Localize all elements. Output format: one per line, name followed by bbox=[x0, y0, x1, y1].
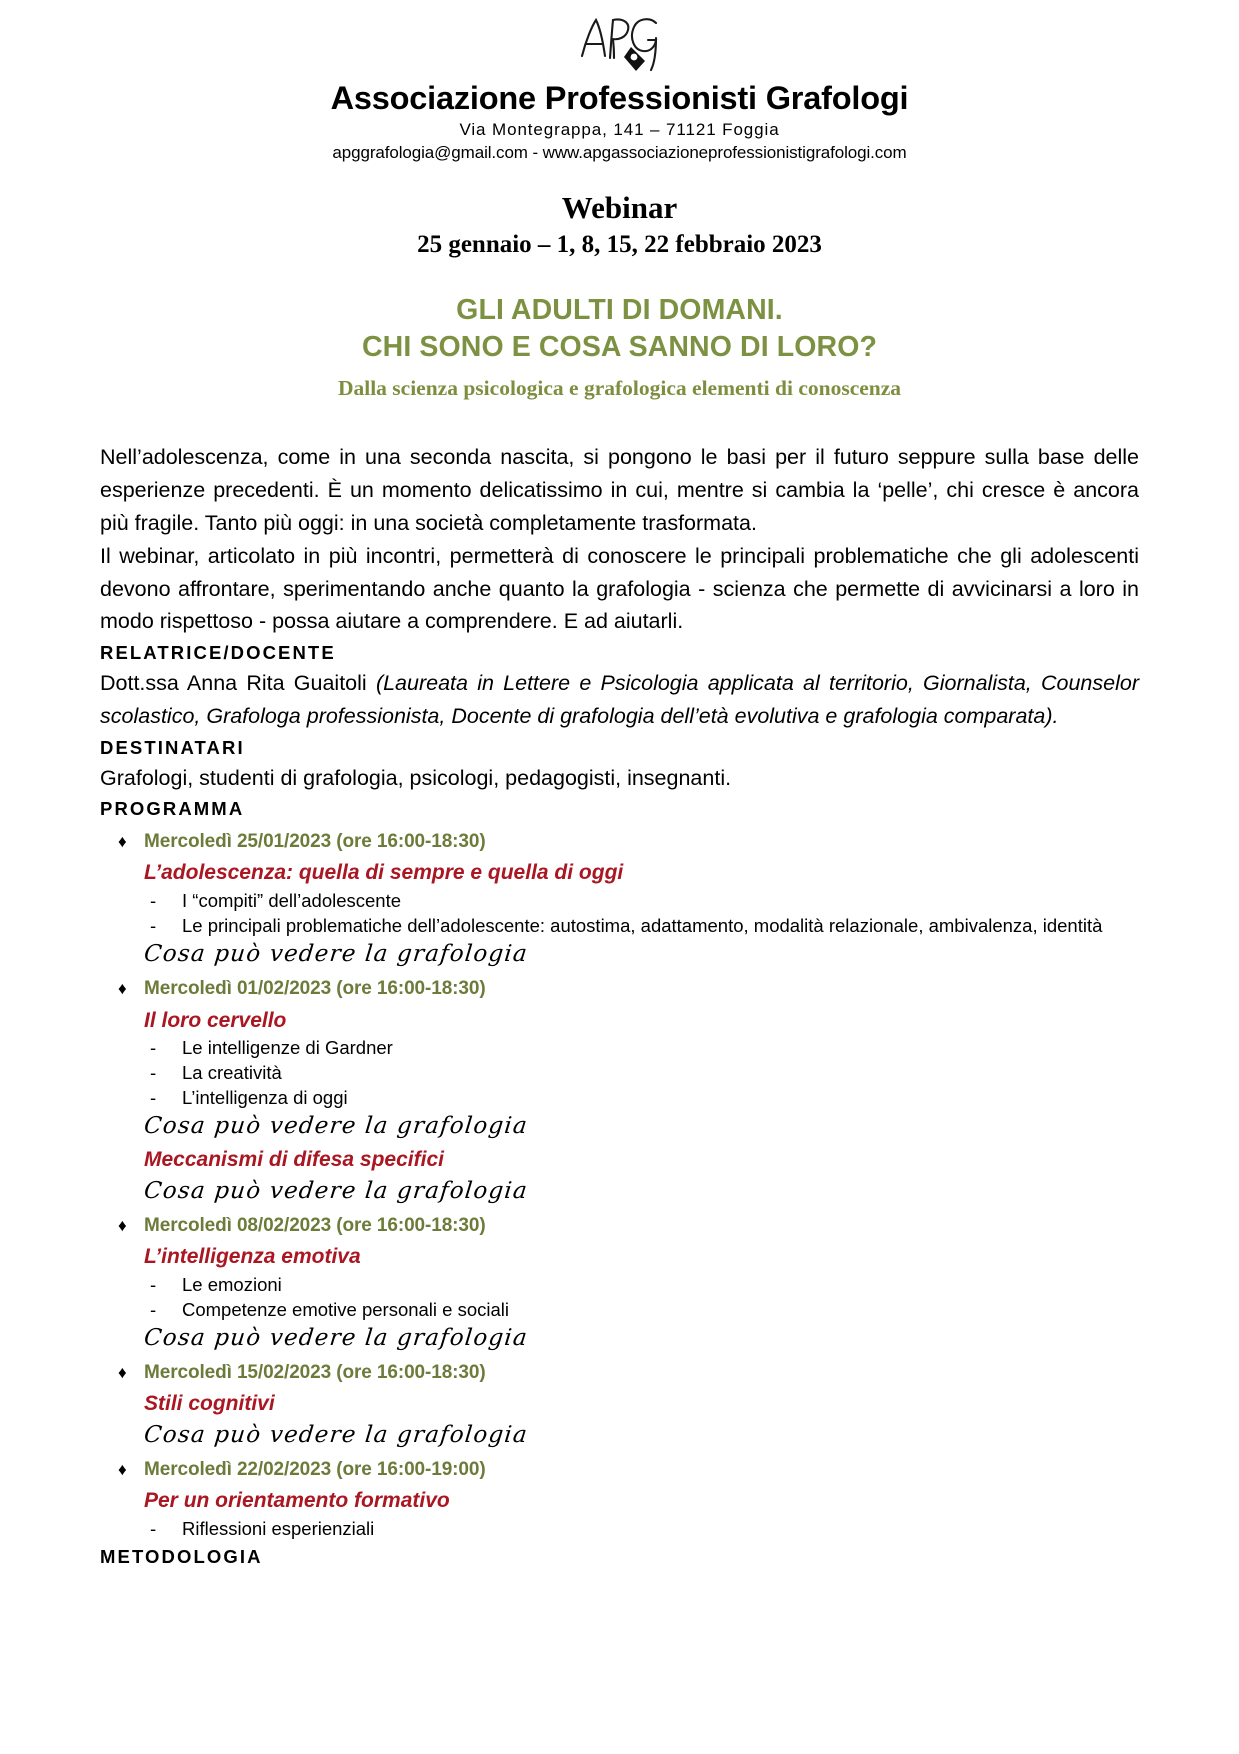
session-title: Stili cognitivi bbox=[144, 1392, 275, 1416]
session-date-row bbox=[118, 1457, 1139, 1484]
session-bullet-text: Le emozioni bbox=[182, 1273, 282, 1295]
dash-bullet-icon: - bbox=[150, 1087, 157, 1109]
graphology-note: Cosa può vedere la grafologia bbox=[142, 1324, 530, 1351]
programme-session bbox=[100, 976, 1139, 1207]
methodology-heading: METODOLOGIA bbox=[100, 1545, 263, 1567]
session-bullet-item bbox=[150, 1035, 1139, 1060]
session-bullet-item bbox=[150, 913, 1139, 938]
event-kind: Webinar bbox=[561, 190, 678, 226]
session-date-row bbox=[118, 1213, 1139, 1240]
session-bullet-text: I “compiti” dell’adolescente bbox=[182, 889, 402, 911]
session-title: Per un orientamento formativo bbox=[144, 1489, 450, 1513]
session-bullet-item bbox=[150, 1297, 1139, 1322]
session-title: L’intelligenza emotiva bbox=[144, 1245, 361, 1269]
session-bullet-item bbox=[150, 1085, 1139, 1110]
session-date: Mercoledì 25/01/2023 (ore 16:00-18:30) bbox=[144, 830, 486, 852]
graphology-note: Cosa può vedere la grafologia bbox=[142, 1177, 530, 1204]
diamond-bullet-icon: ♦ bbox=[118, 1459, 127, 1479]
session-date-row bbox=[118, 829, 1139, 856]
programme-session bbox=[100, 1213, 1139, 1354]
graphology-note: Cosa può vedere la grafologia bbox=[142, 1421, 530, 1448]
diamond-bullet-icon: ♦ bbox=[118, 831, 127, 851]
session-bullet-text: L’intelligenza di oggi bbox=[182, 1087, 348, 1109]
session-bullet-item bbox=[150, 1272, 1139, 1297]
session-date: Mercoledì 22/02/2023 (ore 16:00-19:00) bbox=[144, 1458, 486, 1480]
audience-heading: DESTINATARI bbox=[100, 736, 245, 758]
dash-bullet-icon: - bbox=[150, 914, 157, 936]
session-date-row bbox=[118, 976, 1139, 1003]
diamond-bullet-icon: ♦ bbox=[118, 1362, 127, 1382]
session-date: Mercoledì 01/02/2023 (ore 16:00-18:30) bbox=[144, 977, 486, 999]
programme-list bbox=[100, 829, 1139, 1541]
dash-bullet-icon: - bbox=[150, 1298, 157, 1320]
event-subtitle: Dalla scienza psicologica e grafologica elementi di conoscenza bbox=[337, 376, 902, 400]
event-dates: 25 gennaio – 1, 8, 15, 22 febbraio 2023 bbox=[417, 231, 822, 259]
audience-text: Grafologi, studenti di grafologia, psicologi, pedagogisti, insegnanti. bbox=[100, 765, 732, 790]
session-bullet-item bbox=[150, 888, 1139, 913]
session-extra-title: Meccanismi di difesa specifici bbox=[144, 1148, 444, 1172]
event-title bbox=[100, 292, 1139, 365]
session-bullet-text: Le principali problematiche dell’adolescente: autostima, adattamento, modalità relazionale, ambivalenza, identità bbox=[182, 914, 1103, 936]
intro-paragraph-2: Il webinar, articolato in più incontri, permetterà di conoscere le principali problematiche che gli adolescenti devono affrontare, sperimentando anche quanto la grafologia - scienza che permette di avvicinarsi a loro in modo rispettoso - possa aiutare a comprendere. E ad aiutarli. bbox=[100, 543, 1139, 634]
programme-session bbox=[100, 1457, 1139, 1541]
intro-paragraph-1: Nell’adolescenza, come in una seconda nascita, si pongono le basi per il futuro seppure sulla base delle esperienze precedenti. È un momento delicatissimo in cui, mentre si cambia la ‘pelle’, chi cresce è ancora più fragile. Tanto più oggi: in una società completamente trasformata. bbox=[100, 444, 1139, 535]
session-bullet-text: Riflessioni esperienziali bbox=[182, 1517, 375, 1539]
event-title-line2: CHI SONO E COSA SANNO DI LORO? bbox=[362, 330, 877, 363]
session-date-row bbox=[118, 1360, 1139, 1387]
graphology-note: Cosa può vedere la grafologia bbox=[142, 1113, 530, 1140]
logo-container bbox=[100, 10, 1139, 82]
session-bullet-item bbox=[150, 1516, 1139, 1541]
session-date: Mercoledì 15/02/2023 (ore 16:00-18:30) bbox=[144, 1361, 486, 1383]
diamond-bullet-icon: ♦ bbox=[118, 978, 127, 998]
speaker-name: Dott.ssa Anna Rita Guaitoli bbox=[100, 671, 376, 696]
apg-logo-icon bbox=[572, 10, 668, 78]
session-bullet-text: La creatività bbox=[182, 1062, 282, 1084]
event-title-line1: GLI ADULTI DI DOMANI. bbox=[456, 294, 783, 327]
speaker-heading: RELATRICE/DOCENTE bbox=[100, 642, 336, 664]
session-date: Mercoledì 08/02/2023 (ore 16:00-18:30) bbox=[144, 1214, 486, 1236]
programme-heading: PROGRAMMA bbox=[100, 797, 245, 819]
programme-session bbox=[100, 829, 1139, 970]
dash-bullet-icon: - bbox=[150, 1517, 157, 1539]
session-bullet-item bbox=[150, 1060, 1139, 1085]
dash-bullet-icon: - bbox=[150, 1273, 157, 1295]
dash-bullet-icon: - bbox=[150, 1062, 157, 1084]
programme-session bbox=[100, 1360, 1139, 1451]
speaker-details bbox=[100, 667, 1139, 733]
organization-name: Associazione Professionisti Grafologi bbox=[330, 80, 909, 116]
session-title: Il loro cervello bbox=[144, 1008, 287, 1032]
dash-bullet-icon: - bbox=[150, 889, 157, 911]
speaker-credentials: (Laureata in Lettere e Psicologia applicata al territorio, Giornalista, Counselor scolastico, Grafologa professionista, Docente di grafologia dell’età evolutiva e grafologia comparata). bbox=[100, 671, 1139, 728]
organization-address: Via Montegrappa, 141 – 71121 Foggia bbox=[459, 120, 780, 140]
dash-bullet-icon: - bbox=[150, 1036, 157, 1058]
graphology-note: Cosa può vedere la grafologia bbox=[142, 941, 530, 968]
diamond-bullet-icon: ♦ bbox=[118, 1215, 127, 1235]
session-bullet-text: Competenze emotive personali e sociali bbox=[182, 1298, 510, 1320]
session-title: L’adolescenza: quella di sempre e quella di oggi bbox=[144, 861, 624, 885]
organization-contact: apggrafologia@gmail.com - www.apgassociazioneprofessionistigrafologi.com bbox=[332, 143, 907, 163]
session-bullet-text: Le intelligenze di Gardner bbox=[182, 1036, 393, 1058]
